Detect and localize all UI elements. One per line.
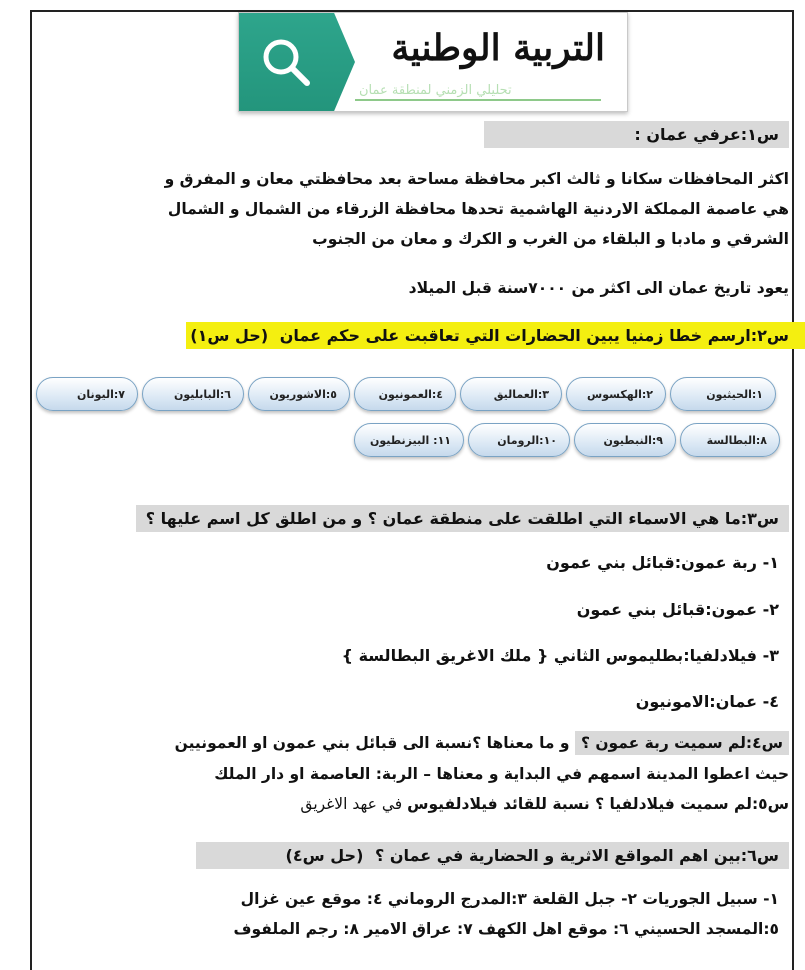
timeline-item: ٨:البطالسة [680, 423, 780, 457]
q4-heading: س٤:لم سميت ربة عمون ؟ [575, 731, 789, 755]
q1-line-1: اكثر المحافظات سكانا و ثالث اكبر محافظة مساحة بعد محافظتي معان و المفرق و [164, 170, 789, 188]
search-tab [239, 13, 355, 111]
q6-line-1: ١- سبيل الجوريات ٢- جبل القلعة ٣:المدرج الروماني ٤: موقع عين غزال [240, 890, 779, 908]
q2-answer-tag: (حل س١) [190, 326, 269, 345]
timeline-item: ٣:العماليق [460, 377, 562, 411]
page-title: التربية الوطنية [391, 27, 605, 69]
timeline-item: ٩:النبطيون [574, 423, 676, 457]
q3-item-2: ٢- عمون:قبائل بني عمون [576, 600, 779, 619]
title-ghost-text: تحليلي الزمني لمنطقة عمان [359, 83, 512, 98]
q2-heading: س٢:ارسم خطا زمنيا يبين الحضارات التي تعاقبت على حكم عمان (حل س١) [186, 322, 805, 349]
timeline-item: ١٠:الرومان [468, 423, 570, 457]
timeline-item: ٧:اليونان [36, 377, 138, 411]
q5-line: س٥:لم سميت فيلادلفيا ؟ نسبة للقائد فيلادلفيوس في عهد الاغريق [300, 795, 789, 813]
timeline-item: ١١: البيزنطيون [354, 423, 464, 457]
q6-answer-tag: (حل س٤) [285, 846, 364, 865]
timeline-item: ٤:العمونيون [354, 377, 456, 411]
title-underline [355, 99, 601, 101]
timeline-item: ٢:الهكسوس [566, 377, 666, 411]
q1-history: يعود تاريخ عمان الى اكثر من ٧٠٠٠سنة قبل الميلاد [408, 279, 789, 297]
search-icon [259, 37, 315, 89]
q3-item-4: ٤- عمان:الامونيون [635, 692, 779, 711]
timeline-item: ١:الحيثيون [670, 377, 776, 411]
title-banner [238, 12, 628, 112]
q3-heading: س٣:ما هي الاسماء التي اطلقت على منطقة عمان ؟ و من اطلق كل اسم عليها ؟ [136, 505, 789, 532]
timeline-item: ٥:الاشوريون [248, 377, 350, 411]
q1-heading: س١:عرفي عمان : [484, 121, 789, 148]
page-border [30, 10, 794, 970]
q6-heading: س٦:بين اهم المواقع الاثرية و الحضارية في عمان ؟ (حل س٤) [196, 842, 789, 869]
q3-item-1: ١- ربة عمون:قبائل بني عمون [546, 553, 779, 572]
q1-line-2: هي عاصمة المملكة الاردنية الهاشمية تحدها محافظة الزرقاء من الشمال و الشمال [167, 200, 789, 218]
q1-line-3: الشرقي و مادبا و البلقاء من الغرب و الكرك و معان من الجنوب [312, 230, 789, 248]
q4-line-2: حيث اعطوا المدينة اسمهم في البداية و معناها – الربة: العاصمة او دار الملك [214, 765, 789, 783]
q3-item-3: ٣- فيلادلفيا:بطليموس الثاني { ملك الاغريق البطالسة } [341, 646, 779, 665]
q4-line-1: س٤:لم سميت ربة عمون ؟ و ما معناها ؟نسبة الى قبائل بني عمون او العمونيين [175, 734, 789, 752]
q6-line-2: ٥:المسجد الحسيني ٦: موقع اهل الكهف ٧: عراق الامير ٨: رجم الملفوف [233, 920, 779, 938]
timeline-item: ٦:البابليون [142, 377, 244, 411]
